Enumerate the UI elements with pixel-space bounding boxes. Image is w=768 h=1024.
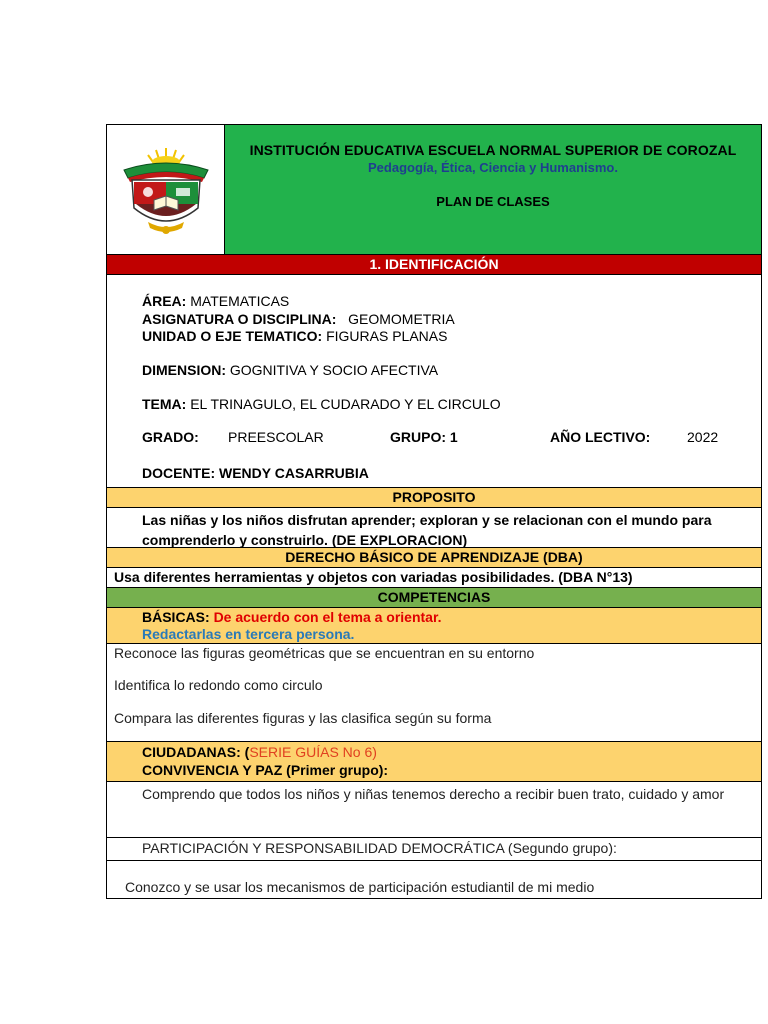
tema-line [142, 396, 501, 412]
document-title: PLAN DE CLASES [436, 194, 550, 209]
dimension-line [142, 362, 438, 378]
docente-line: DOCENTE: WENDY CASARRUBIA [142, 465, 369, 481]
basicas-competencias-list [106, 644, 762, 742]
convivencia-heading: CONVIVENCIA Y PAZ (Primer grupo): [142, 762, 389, 778]
comprendo-text: Comprendo que todos los niños y niñas tenemos derecho a recibir buen trato, cuidado y amor [106, 782, 762, 838]
conozco-text: Conozco y se usar los mecanismos de participación estudiantil de mi medio [106, 861, 762, 899]
list-item: Reconoce las figuras geométricas que se encuentran en su entorno [114, 645, 535, 661]
ciudadanas-label: CIUDADANAS: ( [142, 744, 250, 760]
list-item: Identifica lo redondo como circulo [114, 677, 323, 693]
basicas-note: Redactarlas en tercera persona. [142, 626, 355, 642]
anio-label: AÑO LECTIVO: [550, 429, 651, 445]
anio-value: 2022 [687, 429, 719, 445]
basicas-label: BÁSICAS: [142, 609, 210, 625]
identification-heading: 1. IDENTIFICACIÓN [106, 255, 762, 275]
area-line [142, 293, 289, 309]
grado-label: GRADO: [142, 429, 199, 445]
ciudadanas-note: SERIE GUÍAS No 6) [249, 744, 377, 760]
school-logo [107, 125, 225, 254]
header-title-block [225, 125, 761, 254]
tema-label: TEMA: [142, 396, 187, 412]
proposito-heading: PROPOSITO [106, 488, 762, 508]
asignatura-value: GEOMOMETRIA [348, 311, 455, 327]
list-item: Compara las diferentes figuras y las clasifica según su forma [114, 710, 492, 726]
dba-heading: DERECHO BÁSICO DE APRENDIZAJE (DBA) [106, 548, 762, 568]
participacion-heading: PARTICIPACIÓN Y RESPONSABILIDAD DEMOCRÁTICA (Segundo grupo): [106, 838, 762, 861]
lesson-plan-document [106, 124, 762, 899]
grado-value: PREESCOLAR [228, 429, 324, 445]
ciudadanas-line [142, 743, 761, 762]
asignatura-line [142, 311, 455, 327]
asignatura-label: ASIGNATURA O DISCIPLINA: [142, 311, 337, 327]
basicas-line [142, 609, 761, 626]
unidad-value: FIGURAS PLANAS [326, 328, 448, 344]
institution-motto: Pedagogía, Ética, Ciencia y Humanismo. [368, 160, 618, 175]
ciudadanas-block [106, 742, 762, 782]
tema-value: EL TRINAGULO, EL CUDARADO Y EL CIRCULO [190, 396, 501, 412]
document-header [106, 124, 762, 255]
area-value: MATEMATICAS [190, 293, 290, 309]
dimension-value: GOGNITIVA Y SOCIO AFECTIVA [229, 362, 439, 378]
area-label: ÁREA: [142, 293, 187, 309]
identification-section [106, 275, 762, 488]
dba-text: Usa diferentes herramientas y objetos con variadas posibilidades. (DBA N°13) [106, 568, 762, 588]
dimension-label: DIMENSION: [142, 362, 226, 378]
basicas-instruction: De acuerdo con el tema a orientar. [213, 609, 442, 625]
grado-line [142, 429, 719, 445]
unidad-line [142, 328, 447, 344]
unidad-label: UNIDAD O EJE TEMATICO: [142, 328, 323, 344]
basicas-block [106, 608, 762, 644]
school-crest-icon [118, 142, 214, 238]
grupo-label: GRUPO: 1 [390, 429, 458, 445]
institution-name: INSTITUCIÓN EDUCATIVA ESCUELA NORMAL SUPERIOR DE COROZAL [249, 142, 737, 158]
proposito-text: Las niñas y los niños disfrutan aprender; exploran y se relacionan con el mundo para comprenderlo y construirlo. (DE EXPLORACION) [106, 508, 762, 548]
competencias-heading: COMPETENCIAS [106, 588, 762, 608]
